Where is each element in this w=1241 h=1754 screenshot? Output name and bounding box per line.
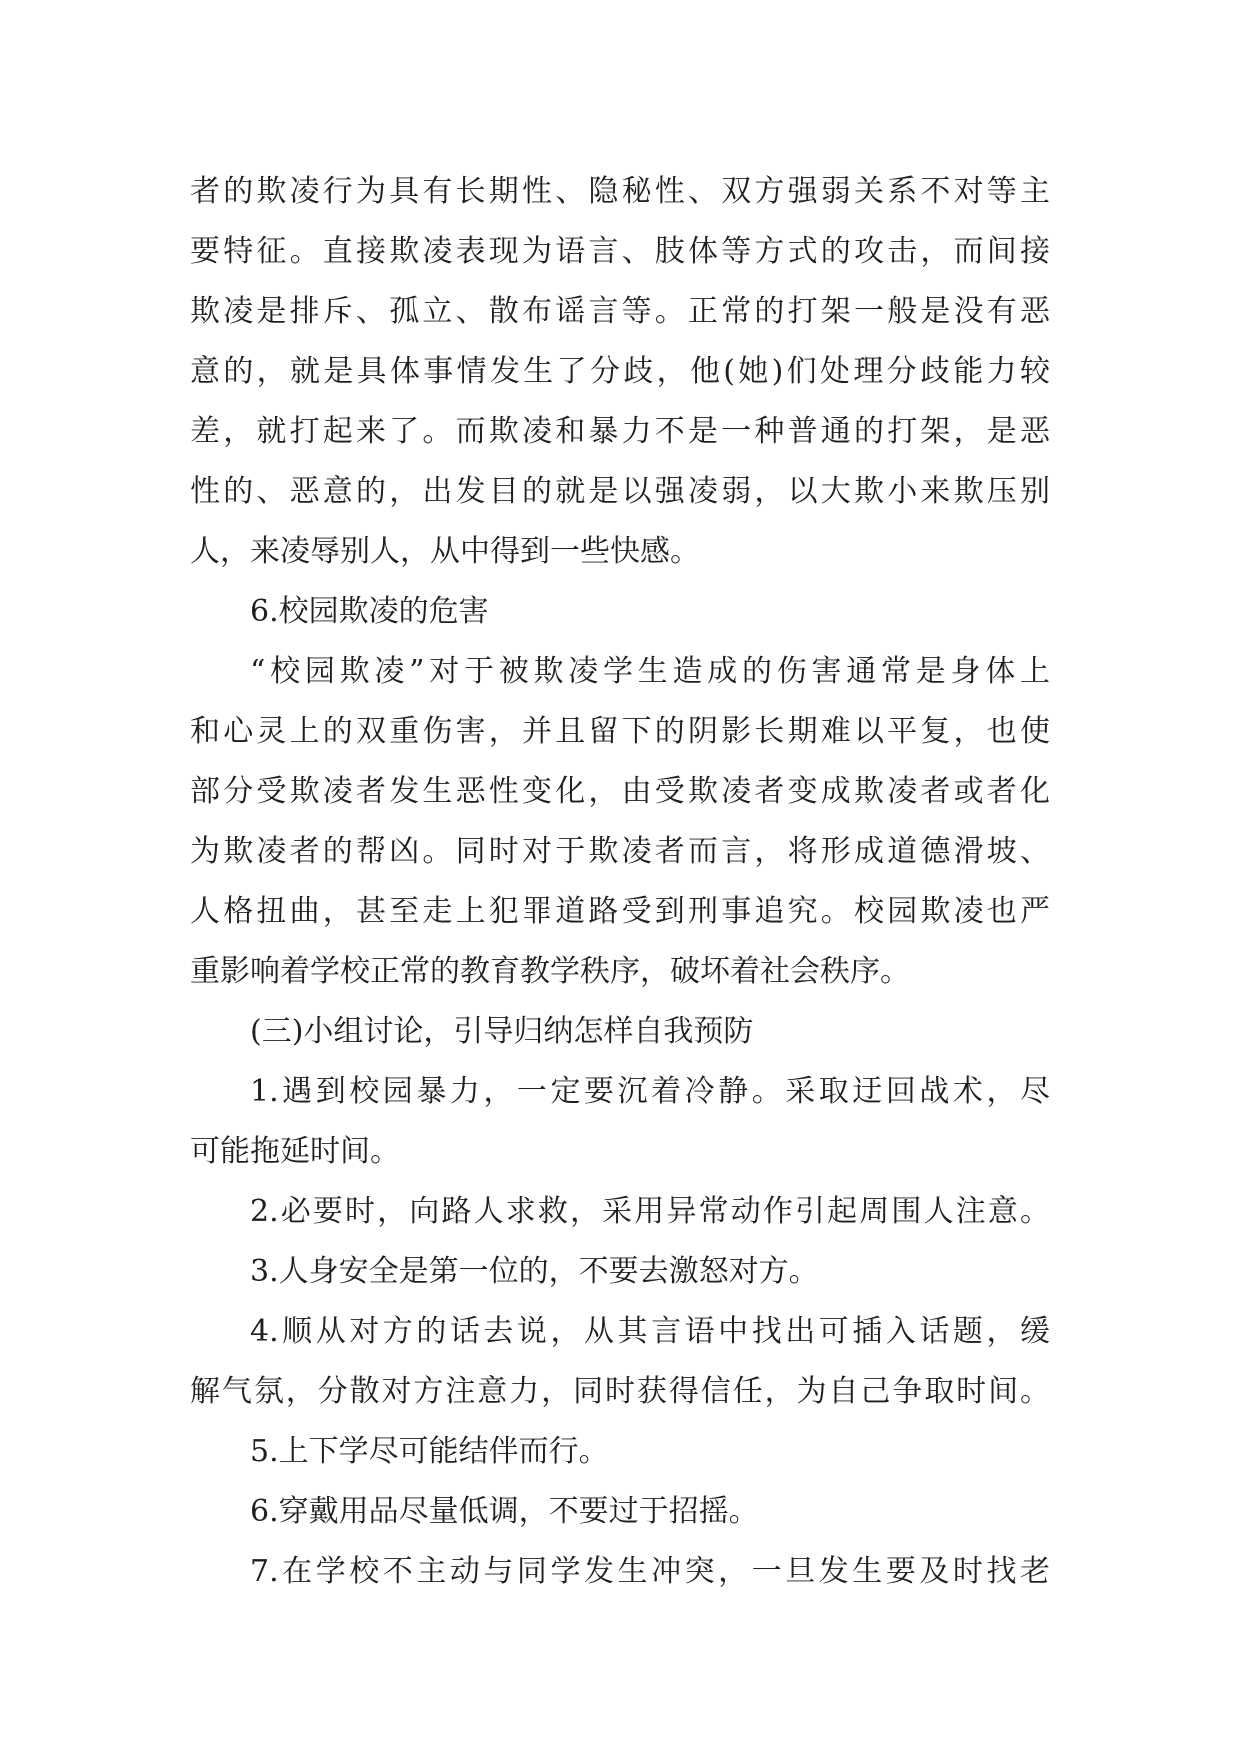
text-line: 要特征。直接欺凌表现为语言、肢体等方式的攻击，而间接 bbox=[190, 234, 1050, 269]
text-line: 差，就打起来了。而欺凌和暴力不是一种普通的打架，是恶 bbox=[190, 414, 1050, 449]
text-line: 2.必要时，向路人求救，采用异常动作引起周围人注意。 bbox=[250, 1194, 1050, 1229]
text-line: 4.顺从对方的话去说，从其言语中找出可插入话题，缓 bbox=[250, 1314, 1050, 1349]
text-line: 部分受欺凌者发生恶性变化，由受欺凌者变成欺凌者或者化 bbox=[190, 774, 1050, 809]
text-line: 3.人身安全是第一位的，不要去激怒对方。 bbox=[250, 1254, 819, 1289]
text-line: 解气氛，分散对方注意力，同时获得信任，为自己争取时间。 bbox=[190, 1374, 1050, 1409]
text-line: 欺凌是排斥、孤立、散布谣言等。正常的打架一般是没有恶 bbox=[190, 294, 1050, 329]
text-line: “校园欺凌”对于被欺凌学生造成的伤害通常是身体上 bbox=[250, 654, 1050, 689]
text-line: 和心灵上的双重伤害，并且留下的阴影长期难以平复，也使 bbox=[190, 714, 1050, 749]
text-line: 7.在学校不主动与同学发生冲突，一旦发生要及时找老 bbox=[250, 1554, 1050, 1589]
text-line: 重影响着学校正常的教育教学秩序，破坏着社会秩序。 bbox=[190, 954, 910, 989]
text-line: 为欺凌者的帮凶。同时对于欺凌者而言，将形成道德滑坡、 bbox=[190, 834, 1050, 869]
text-line: 5.上下学尽可能结伴而行。 bbox=[250, 1434, 609, 1469]
text-line: 6.校园欺凌的危害 bbox=[250, 594, 489, 629]
text-line: (三)小组讨论，引导归纳怎样自我预防 bbox=[250, 1014, 754, 1049]
text-line: 6.穿戴用品尽量低调，不要过于招摇。 bbox=[250, 1494, 759, 1529]
text-line: 意的，就是具体事情发生了分歧，他(她)们处理分歧能力较 bbox=[190, 354, 1050, 389]
document-body bbox=[190, 162, 1050, 1602]
text-line: 人格扭曲，甚至走上犯罪道路受到刑事追究。校园欺凌也严 bbox=[190, 894, 1050, 929]
text-line: 者的欺凌行为具有长期性、隐秘性、双方强弱关系不对等主 bbox=[190, 174, 1050, 209]
text-line: 人，来凌辱别人，从中得到一些快感。 bbox=[190, 534, 700, 569]
text-line: 性的、恶意的，出发目的就是以强凌弱，以大欺小来欺压别 bbox=[190, 474, 1050, 509]
text-line: 可能拖延时间。 bbox=[190, 1134, 400, 1169]
text-line: 1.遇到校园暴力，一定要沉着冷静。采取迂回战术，尽 bbox=[250, 1074, 1050, 1109]
